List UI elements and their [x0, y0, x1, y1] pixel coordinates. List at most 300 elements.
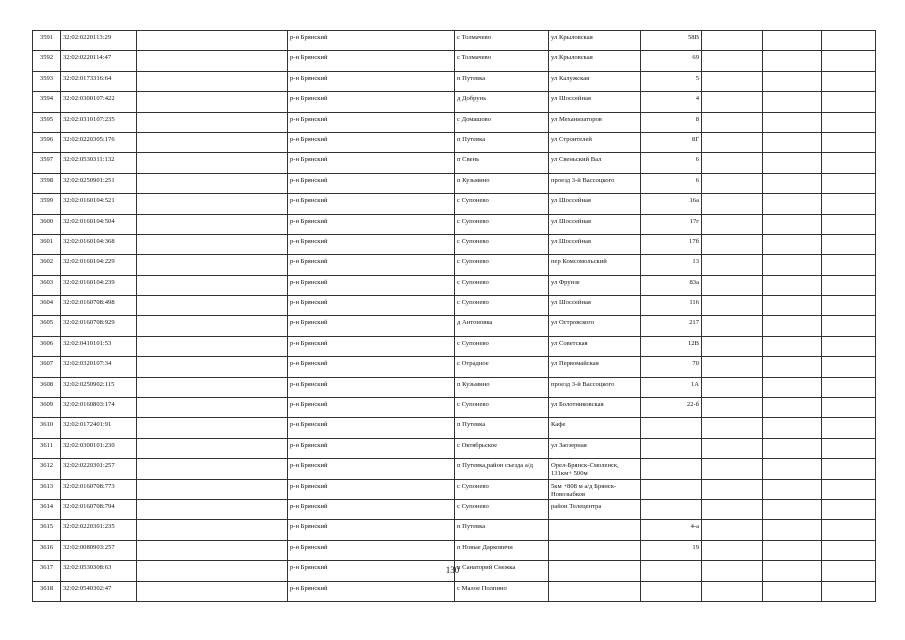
cell-house: 17б [641, 234, 702, 254]
cell-locality: с Супонево [455, 499, 549, 519]
cell-empty [763, 112, 822, 132]
cell-number: 3608 [33, 377, 61, 397]
cell-empty [137, 153, 288, 173]
cell-street [549, 540, 641, 560]
cell-street: Орел-Брянск-Смоленск, 131км+ 500м [549, 459, 641, 479]
cell-number: 3607 [33, 357, 61, 377]
cell-empty [137, 51, 288, 71]
cell-empty [763, 92, 822, 112]
cell-street: ул Крыловская [549, 51, 641, 71]
cell-empty [763, 459, 822, 479]
cell-district: р-н Брянский [288, 51, 455, 71]
cell-empty [763, 520, 822, 540]
table-row [33, 336, 876, 356]
cell-cadastral-number: 32:02:0300107:422 [61, 92, 137, 112]
cell-number: 3596 [33, 132, 61, 152]
cell-locality: с Супонево [455, 194, 549, 214]
cell-district: р-н Брянский [288, 173, 455, 193]
cell-house: 22-б [641, 398, 702, 418]
cell-number: 3610 [33, 418, 61, 438]
cell-empty [137, 296, 288, 316]
cell-empty [137, 234, 288, 254]
cell-district: р-н Брянский [288, 194, 455, 214]
cell-empty [763, 214, 822, 234]
cell-empty [822, 31, 876, 51]
cell-empty [763, 418, 822, 438]
cell-empty [702, 194, 763, 214]
cell-house: 16а [641, 194, 702, 214]
cell-district: р-н Брянский [288, 132, 455, 152]
cell-district: р-н Брянский [288, 398, 455, 418]
table-row [33, 31, 876, 51]
cell-empty [763, 479, 822, 499]
table-row [33, 418, 876, 438]
cell-cadastral-number: 32:02:0160104:368 [61, 234, 137, 254]
cell-district: р-н Брянский [288, 540, 455, 560]
cell-number: 3615 [33, 520, 61, 540]
cell-district: р-н Брянский [288, 153, 455, 173]
cell-empty [137, 92, 288, 112]
cell-empty [137, 173, 288, 193]
cell-house: 70 [641, 357, 702, 377]
cell-cadastral-number: 32:02:0160803:174 [61, 398, 137, 418]
cell-empty [763, 31, 822, 51]
cell-number: 3605 [33, 316, 61, 336]
cell-number: 3603 [33, 275, 61, 295]
cell-cadastral-number: 32:02:0160104:521 [61, 194, 137, 214]
cell-empty [763, 357, 822, 377]
cell-number: 3606 [33, 336, 61, 356]
cell-house: 8 [641, 112, 702, 132]
cell-empty [702, 377, 763, 397]
table-row [33, 275, 876, 295]
cell-empty [763, 51, 822, 71]
cell-locality: с Малое Полпино [455, 581, 549, 601]
cell-locality: п Путевка [455, 71, 549, 91]
cell-empty [822, 459, 876, 479]
cell-cadastral-number: 32:02:0160708:794 [61, 499, 137, 519]
cell-cadastral-number: 32:02:0320107:34 [61, 357, 137, 377]
cell-number: 3617 [33, 561, 61, 581]
table-row [33, 398, 876, 418]
cell-empty [702, 459, 763, 479]
table-row [33, 581, 876, 601]
table-row [33, 194, 876, 214]
cell-empty [763, 234, 822, 254]
cell-house [641, 418, 702, 438]
cell-house: 17г [641, 214, 702, 234]
table-body [33, 31, 876, 602]
cell-empty [822, 132, 876, 152]
cell-locality: с Супонево [455, 275, 549, 295]
cell-street: ул Шоссейная [549, 214, 641, 234]
cell-empty [702, 275, 763, 295]
cell-cadastral-number: 32:02:0173316:64 [61, 71, 137, 91]
cell-locality: с Толмачево [455, 31, 549, 51]
cell-street: ул Шоссейная [549, 92, 641, 112]
cell-district: р-н Брянский [288, 234, 455, 254]
cell-empty [702, 499, 763, 519]
cell-empty [822, 194, 876, 214]
cell-empty [702, 71, 763, 91]
cell-district: р-н Брянский [288, 316, 455, 336]
cell-number: 3592 [33, 51, 61, 71]
table-row [33, 438, 876, 458]
cell-house: 12В [641, 336, 702, 356]
cell-cadastral-number: 32:02:0530308:63 [61, 561, 137, 581]
cell-cadastral-number: 32:02:0540302:47 [61, 581, 137, 601]
cell-empty [763, 540, 822, 560]
cell-number: 3616 [33, 540, 61, 560]
cell-house [641, 581, 702, 601]
cell-house [641, 479, 702, 499]
cell-district: р-н Брянский [288, 71, 455, 91]
cell-empty [702, 255, 763, 275]
table-row [33, 377, 876, 397]
table-row [33, 153, 876, 173]
cell-street: ул Калужская [549, 71, 641, 91]
cell-locality: п Санаторий Снежка [455, 561, 549, 581]
cell-empty [137, 377, 288, 397]
cell-district: р-н Брянский [288, 255, 455, 275]
table-row [33, 255, 876, 275]
cell-cadastral-number: 32:02:0160708:929 [61, 316, 137, 336]
cell-empty [763, 173, 822, 193]
cell-district: р-н Брянский [288, 438, 455, 458]
cell-empty [137, 520, 288, 540]
cell-street: ул Крыловская [549, 31, 641, 51]
cell-empty [822, 377, 876, 397]
cell-cadastral-number: 32:02:0160104:229 [61, 255, 137, 275]
cell-empty [702, 398, 763, 418]
cell-number: 3611 [33, 438, 61, 458]
cell-locality: п Путевка [455, 520, 549, 540]
cell-number: 3599 [33, 194, 61, 214]
cell-street: ул Шоссейная [549, 234, 641, 254]
cell-locality: с Супонево [455, 398, 549, 418]
table-row [33, 112, 876, 132]
cell-empty [702, 153, 763, 173]
cell-district: р-н Брянский [288, 377, 455, 397]
cell-number: 3612 [33, 459, 61, 479]
cell-empty [763, 581, 822, 601]
cell-empty [137, 398, 288, 418]
cell-cadastral-number: 32:02:0220301:257 [61, 459, 137, 479]
cell-house: 6 [641, 153, 702, 173]
cell-empty [822, 296, 876, 316]
cell-empty [763, 275, 822, 295]
cell-number: 3602 [33, 255, 61, 275]
cell-number: 3594 [33, 92, 61, 112]
registry-table [32, 30, 876, 602]
cell-district: р-н Брянский [288, 499, 455, 519]
cell-empty [137, 316, 288, 336]
cell-empty [763, 438, 822, 458]
cell-locality: с Супонево [455, 214, 549, 234]
cell-empty [763, 255, 822, 275]
cell-empty [822, 173, 876, 193]
cell-empty [137, 255, 288, 275]
cell-empty [137, 31, 288, 51]
cell-district: р-н Брянский [288, 581, 455, 601]
table-row [33, 520, 876, 540]
cell-street: пер Комсомольский [549, 255, 641, 275]
cell-cadastral-number: 32:02:0300101:230 [61, 438, 137, 458]
page-number: 130 [445, 565, 460, 575]
cell-number: 3614 [33, 499, 61, 519]
cell-street: ул Островского [549, 316, 641, 336]
cell-house: 217 [641, 316, 702, 336]
cell-house [641, 459, 702, 479]
table-row [33, 71, 876, 91]
cell-empty [763, 132, 822, 152]
cell-locality: с Супонево [455, 479, 549, 499]
cell-empty [763, 71, 822, 91]
cell-empty [137, 459, 288, 479]
cell-cadastral-number: 32:02:0160708:498 [61, 296, 137, 316]
cell-empty [702, 418, 763, 438]
cell-cadastral-number: 32:02:0220114:47 [61, 51, 137, 71]
cell-house: 5 [641, 71, 702, 91]
cell-empty [137, 71, 288, 91]
cell-empty [822, 398, 876, 418]
cell-locality: с Октябрьское [455, 438, 549, 458]
cell-street: ул Шоссейная [549, 194, 641, 214]
cell-house: 116 [641, 296, 702, 316]
cell-empty [702, 31, 763, 51]
cell-street: ул Советская [549, 336, 641, 356]
cell-house [641, 438, 702, 458]
cell-locality: п Путевка [455, 418, 549, 438]
cell-street: проезд 3-й Вассоцкого [549, 377, 641, 397]
cell-district: р-н Брянский [288, 418, 455, 438]
cell-number: 3600 [33, 214, 61, 234]
cell-locality: с Супонево [455, 255, 549, 275]
cell-district: р-н Брянский [288, 275, 455, 295]
table-row [33, 173, 876, 193]
cell-house: 6 [641, 173, 702, 193]
cell-number: 3601 [33, 234, 61, 254]
cell-locality: п Свень [455, 153, 549, 173]
cell-cadastral-number: 32:02:0410101:53 [61, 336, 137, 356]
cell-street: ул Строителей [549, 132, 641, 152]
cell-house: 69 [641, 51, 702, 71]
cell-empty [702, 112, 763, 132]
cell-locality: п Кузьмино [455, 377, 549, 397]
cell-empty [137, 194, 288, 214]
table-row [33, 296, 876, 316]
cell-empty [137, 214, 288, 234]
cell-empty [822, 51, 876, 71]
cell-district: р-н Брянский [288, 296, 455, 316]
cell-empty [702, 336, 763, 356]
cell-empty [137, 418, 288, 438]
cell-street: проезд 3-й Вассоцкого [549, 173, 641, 193]
cell-empty [763, 377, 822, 397]
cell-cadastral-number: 32:02:0250901:251 [61, 173, 137, 193]
cell-empty [702, 520, 763, 540]
cell-cadastral-number: 32:02:0220301:235 [61, 520, 137, 540]
cell-empty [702, 581, 763, 601]
cell-cadastral-number: 32:02:0160104:504 [61, 214, 137, 234]
cell-locality: п Путевка [455, 132, 549, 152]
cell-empty [702, 479, 763, 499]
cell-empty [822, 275, 876, 295]
cell-number: 3597 [33, 153, 61, 173]
cell-number: 3595 [33, 112, 61, 132]
cell-empty [137, 581, 288, 601]
table-row [33, 499, 876, 519]
cell-cadastral-number: 32:02:0160104:239 [61, 275, 137, 295]
cell-empty [702, 92, 763, 112]
cell-empty [822, 581, 876, 601]
cell-street: ул Свеньский Вал [549, 153, 641, 173]
cell-locality: с Супонево [455, 296, 549, 316]
cell-locality: д Антоновка [455, 316, 549, 336]
cell-locality: п Новые Дарковичи [455, 540, 549, 560]
cell-number: 3609 [33, 398, 61, 418]
cell-house: 4 [641, 92, 702, 112]
cell-empty [137, 479, 288, 499]
cell-empty [763, 499, 822, 519]
cell-locality: п Кузьмино [455, 173, 549, 193]
cell-street [549, 581, 641, 601]
cell-district: р-н Брянский [288, 479, 455, 499]
cell-locality: д Добрунь [455, 92, 549, 112]
cell-empty [763, 336, 822, 356]
table-row [33, 92, 876, 112]
cell-empty [702, 132, 763, 152]
cell-empty [822, 92, 876, 112]
cell-empty [822, 438, 876, 458]
cell-house [641, 499, 702, 519]
cell-empty [702, 296, 763, 316]
cell-number: 3591 [33, 31, 61, 51]
cell-district: р-н Брянский [288, 336, 455, 356]
cell-street: ул Заозерная [549, 438, 641, 458]
cell-street: район Телецентра [549, 499, 641, 519]
cell-district: р-н Брянский [288, 31, 455, 51]
cell-empty [763, 296, 822, 316]
cell-house: 1А [641, 377, 702, 397]
cell-house: 83а [641, 275, 702, 295]
cell-empty [822, 336, 876, 356]
cell-district: р-н Брянский [288, 357, 455, 377]
table-row [33, 479, 876, 499]
cell-empty [137, 336, 288, 356]
cell-district: р-н Брянский [288, 92, 455, 112]
cell-number: 3604 [33, 296, 61, 316]
table-row [33, 51, 876, 71]
cell-empty [822, 112, 876, 132]
cell-locality: с Толмачево [455, 51, 549, 71]
cell-cadastral-number: 32:02:0220113:29 [61, 31, 137, 51]
cell-street: ул Механизаторов [549, 112, 641, 132]
cell-empty [822, 71, 876, 91]
cell-empty [822, 479, 876, 499]
cell-cadastral-number: 32:02:0530311:132 [61, 153, 137, 173]
cell-empty [702, 173, 763, 193]
cell-empty [822, 214, 876, 234]
cell-empty [137, 275, 288, 295]
cell-empty [702, 357, 763, 377]
cell-empty [763, 398, 822, 418]
cell-locality: с Отрадное [455, 357, 549, 377]
cell-locality: п Путевка,район съезда а/д [455, 459, 549, 479]
cell-street: ул Болотниковская [549, 398, 641, 418]
cell-house: 58В [641, 31, 702, 51]
cell-empty [763, 316, 822, 336]
cell-street: ул Первомайская [549, 357, 641, 377]
cell-cadastral-number: 32:02:0080903:257 [61, 540, 137, 560]
cell-empty [702, 234, 763, 254]
table-row [33, 132, 876, 152]
cell-house: 13 [641, 255, 702, 275]
cell-empty [137, 499, 288, 519]
table-row [33, 459, 876, 479]
table-row [33, 540, 876, 560]
cell-house: 8Г [641, 132, 702, 152]
cell-empty [702, 214, 763, 234]
cell-district: р-н Брянский [288, 214, 455, 234]
cell-cadastral-number: 32:02:0310107:235 [61, 112, 137, 132]
cell-street: Кафе [549, 418, 641, 438]
cell-empty [822, 153, 876, 173]
cell-empty [702, 51, 763, 71]
cell-locality: с Домашово [455, 112, 549, 132]
cell-house: 19 [641, 540, 702, 560]
cell-empty [822, 520, 876, 540]
cell-empty [822, 540, 876, 560]
cell-number: 3613 [33, 479, 61, 499]
cell-empty [822, 357, 876, 377]
cell-cadastral-number: 32:02:0160708:773 [61, 479, 137, 499]
cell-empty [137, 112, 288, 132]
cell-empty [763, 153, 822, 173]
table-row [33, 357, 876, 377]
cell-locality: с Супонево [455, 234, 549, 254]
cell-number: 3618 [33, 581, 61, 601]
cell-empty [822, 316, 876, 336]
table-row [33, 214, 876, 234]
cell-empty [137, 540, 288, 560]
cell-empty [822, 418, 876, 438]
cell-district: р-н Брянский [288, 459, 455, 479]
cell-street [549, 520, 641, 540]
cell-district: р-н Брянский [288, 520, 455, 540]
cell-house: 4-а [641, 520, 702, 540]
cell-empty [822, 255, 876, 275]
cell-district: р-н Брянский [288, 561, 455, 581]
table-row [33, 316, 876, 336]
cell-number: 3598 [33, 173, 61, 193]
cell-empty [763, 194, 822, 214]
cell-empty [137, 357, 288, 377]
cell-street: 5км +808 м а/д Брянск-Новозыбков [549, 479, 641, 499]
cell-cadastral-number: 32:02:0250902:115 [61, 377, 137, 397]
cell-empty [822, 234, 876, 254]
cell-cadastral-number: 32:02:0172401:91 [61, 418, 137, 438]
cell-locality: с Супонево [455, 336, 549, 356]
cell-district: р-н Брянский [288, 112, 455, 132]
cell-empty [137, 132, 288, 152]
cell-empty [702, 540, 763, 560]
cell-empty [702, 438, 763, 458]
table-row [33, 234, 876, 254]
cell-street: ул Шоссейная [549, 296, 641, 316]
cell-empty [137, 438, 288, 458]
cell-number: 3593 [33, 71, 61, 91]
